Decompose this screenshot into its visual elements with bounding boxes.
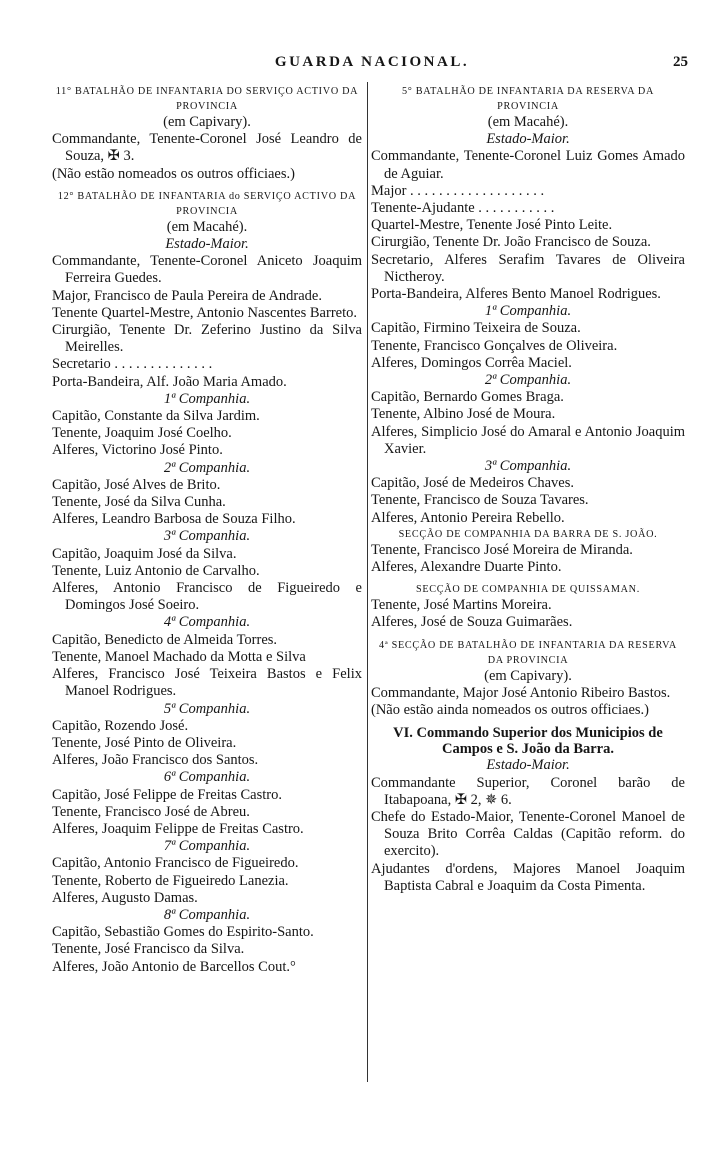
left-column-entry: Capitão, Antonio Francisco de Figueiredo. — [52, 855, 299, 872]
right-column-entry: SECÇÃO DE COMPANHIA DE QUISSAMAN. — [416, 584, 640, 596]
left-column-entry: Tenente, Francisco José de Abreu. — [52, 803, 250, 820]
right-column-entry: 4ª SECÇÃO DE BATALHÃO DE INFANTARIA DA RESERVA DA PROVINCIA — [379, 639, 677, 666]
left-column-entry: 4ª Companhia. — [163, 614, 251, 631]
right-column-entry: Porta-Bandeira, Alferes Bento Manoel Rodrigues. — [371, 286, 661, 303]
left-column-entry: Capitão, Sebastião Gomes do Espirito-Santo. — [52, 924, 314, 941]
right-column-entry: Major . . . . . . . . . . . . . . . . . . . — [371, 182, 545, 199]
left-column-entry: 2ª Companhia. — [163, 459, 251, 476]
left-column-entry: Tenente, Roberto de Figueiredo Lanezia. — [52, 872, 289, 889]
right-column-entry: Tenente, Francisco de Souza Tavares. — [371, 492, 589, 509]
left-column-entry: Porta-Bandeira, Alf. João Maria Amado. — [52, 373, 287, 390]
left-column-entry: Tenente, Joaquim José Coelho. — [52, 425, 232, 442]
left-column-entry: Capitão, Benedicto de Almeida Torres. — [52, 631, 278, 648]
left-column-entry: Capitão, Joaquim José da Silva. — [52, 545, 237, 562]
left-column-entry: Tenente Quartel-Mestre, Antonio Nascentes Barreto. — [52, 304, 357, 321]
right-column-entry: Alferes, Domingos Corrêa Maciel. — [371, 354, 572, 371]
right-column-entry: Tenente, José Martins Moreira. — [371, 597, 552, 614]
page-title: GUARDA NACIONAL. — [274, 54, 470, 70]
right-column-entry: Alferes, Antonio Pereira Rebello. — [371, 509, 565, 526]
left-column-entry: 11° BATALHÃO DE INFANTARIA DO SERVIÇO ACTIVO DA PROVINCIA — [55, 86, 359, 112]
left-column-entry: Alferes, Leandro Barbosa de Souza Filho. — [52, 511, 296, 528]
right-column-entry: Alferes, José de Souza Guimarães. — [371, 614, 573, 631]
right-column-entry: Chefe do Estado-Maior, Tenente-Coronel Manoel de Souza Brito Corrêa Caldas (Capitão reform. do exercito). — [371, 808, 685, 860]
right-column-entry: Commandante, Tenente-Coronel Luiz Gomes Amado de Aguiar. — [371, 148, 685, 182]
left-column-entry: Cirurgião, Tenente Dr. Zeferino Justino da Silva Meirelles. — [52, 322, 362, 356]
left-column-entry: Commandante, Tenente-Coronel José Leandro de Souza, ✠ 3. — [52, 131, 362, 165]
left-column-entry: Tenente, José da Silva Cunha. — [52, 494, 226, 511]
right-column-entry: Ajudantes d'ordens, Majores Manoel Joaquim Baptista Cabral e Joaquim da Costa Pimenta. — [371, 860, 685, 894]
left-column-entry: Alferes, Victorino José Pinto. — [52, 442, 223, 459]
right-column-entry: Alferes, Alexandre Duarte Pinto. — [371, 559, 562, 576]
left-column-entry: 1ª Companhia. — [163, 390, 251, 407]
left-column-entry: Capitão, José Alves de Brito. — [52, 476, 221, 493]
right-column-entry: Estado-Maior. — [486, 757, 570, 774]
right-column-entry: 2ª Companhia. — [484, 372, 572, 389]
left-column-entry: Estado-Maior. — [165, 236, 249, 253]
right-column-entry: Tenente, Francisco José Moreira de Miranda. — [371, 541, 633, 558]
left-column-entry: Secretario . . . . . . . . . . . . . . — [52, 356, 213, 373]
left-column-entry: Alferes, João Antonio de Barcellos Cout.° — [52, 958, 296, 975]
left-column-entry: 3ª Companhia. — [163, 528, 251, 545]
left-column-entry: Alferes, Joaquim Felippe de Freitas Castro. — [52, 820, 304, 837]
right-column-entry: 3ª Companhia. — [484, 458, 572, 475]
right-column-entry: Capitão, Bernardo Gomes Braga. — [371, 389, 564, 406]
right-column-entry: Capitão, Firmino Teixeira de Souza. — [371, 320, 581, 337]
right-column-entry: VI. Commando Superior dos Municipios de Campos e S. João da Barra. — [393, 725, 663, 758]
left-column-entry: Commandante, Tenente-Coronel Aniceto Joaquim Ferreira Guedes. — [52, 253, 362, 287]
right-column-entry: Capitão, José de Medeiros Chaves. — [371, 475, 574, 492]
left-column-entry: (em Macahé). — [166, 218, 248, 235]
right-column-entry: Secretario, Alferes Serafim Tavares de Oliveira Nictheroy. — [371, 251, 685, 285]
left-column-entry: Tenente, Manoel Machado da Motta e Silva — [52, 648, 306, 665]
right-column-entry: Tenente, Albino José de Moura. — [371, 406, 556, 423]
left-column-entry: 6ª Companhia. — [163, 769, 251, 786]
left-column-entry: Capitão, Constante da Silva Jardim. — [52, 408, 260, 425]
right-column-entry: (em Capivary). — [484, 667, 572, 684]
left-column-entry: (Não estão nomeados os outros officiaes.) — [52, 165, 295, 182]
left-column-entry: Alferes, Antonio Francisco de Figueiredo e Domingos José Soeiro. — [52, 580, 362, 614]
right-column-entry: Estado-Maior. — [486, 131, 570, 148]
right-column-entry: Commandante Superior, Coronel barão de Itabapoana, ✠ 2, ✵ 6. — [371, 774, 685, 808]
left-column-entry: Alferes, Augusto Damas. — [52, 889, 198, 906]
right-column-entry: Alferes, Simplicio José do Amaral e Antonio Joaquim Xavier. — [371, 423, 685, 457]
left-column-entry: 7ª Companhia. — [163, 838, 251, 855]
right-column-entry: (em Macahé). — [487, 114, 569, 130]
left-column — [52, 84, 362, 976]
right-column-entry: Tenente, Francisco Gonçalves de Oliveira. — [371, 337, 618, 354]
right-column-entry: (Não estão ainda nomeados os outros officiaes.) — [371, 702, 649, 719]
page-header — [52, 52, 692, 78]
right-column-entry: 5° BATALHÃO DE INFANTARIA DA RESERVA DA PROVINCIA — [401, 86, 655, 112]
left-column-entry: Major, Francisco de Paula Pereira de Andrade. — [52, 287, 322, 304]
right-column-entry: SECÇÃO DE COMPANHIA DA BARRA DE S. JOÃO. — [398, 528, 658, 540]
left-column-entry: Alferes, João Francisco dos Santos. — [52, 752, 259, 769]
left-column-entry: Capitão, Rozendo José. — [52, 717, 189, 734]
left-column-entry: Alferes, Francisco José Teixeira Bastos e Felix Manoel Rodrigues. — [52, 666, 362, 700]
left-column-entry: 8ª Companhia. — [163, 906, 251, 923]
left-column-entry: Tenente, José Pinto de Oliveira. — [52, 734, 237, 751]
left-column-entry: Tenente, José Francisco da Silva. — [52, 941, 245, 958]
right-column-entry: Commandante, Major José Antonio Ribeiro Bastos. — [371, 684, 671, 701]
right-column-entry: 1ª Companhia. — [484, 303, 572, 320]
left-column-entry: 5ª Companhia. — [163, 700, 251, 717]
page-number: 25 — [673, 54, 688, 70]
left-column-entry: 12° BATALHÃO DE INFANTARIA do SERVIÇO ACTIVO DA PROVINCIA — [57, 190, 357, 217]
left-column-entry: Tenente, Luiz Antonio de Carvalho. — [52, 562, 260, 579]
left-column-entry: Capitão, José Felippe de Freitas Castro. — [52, 786, 282, 803]
column-divider — [367, 82, 368, 1082]
right-column — [371, 84, 685, 895]
right-column-entry: Tenente-Ajudante . . . . . . . . . . . — [371, 200, 555, 217]
left-column-entry: (em Capivary). — [163, 114, 251, 130]
right-column-entry: Cirurgião, Tenente Dr. João Francisco de Souza. — [371, 234, 651, 251]
right-column-entry: Quartel-Mestre, Tenente José Pinto Leite. — [371, 217, 613, 234]
